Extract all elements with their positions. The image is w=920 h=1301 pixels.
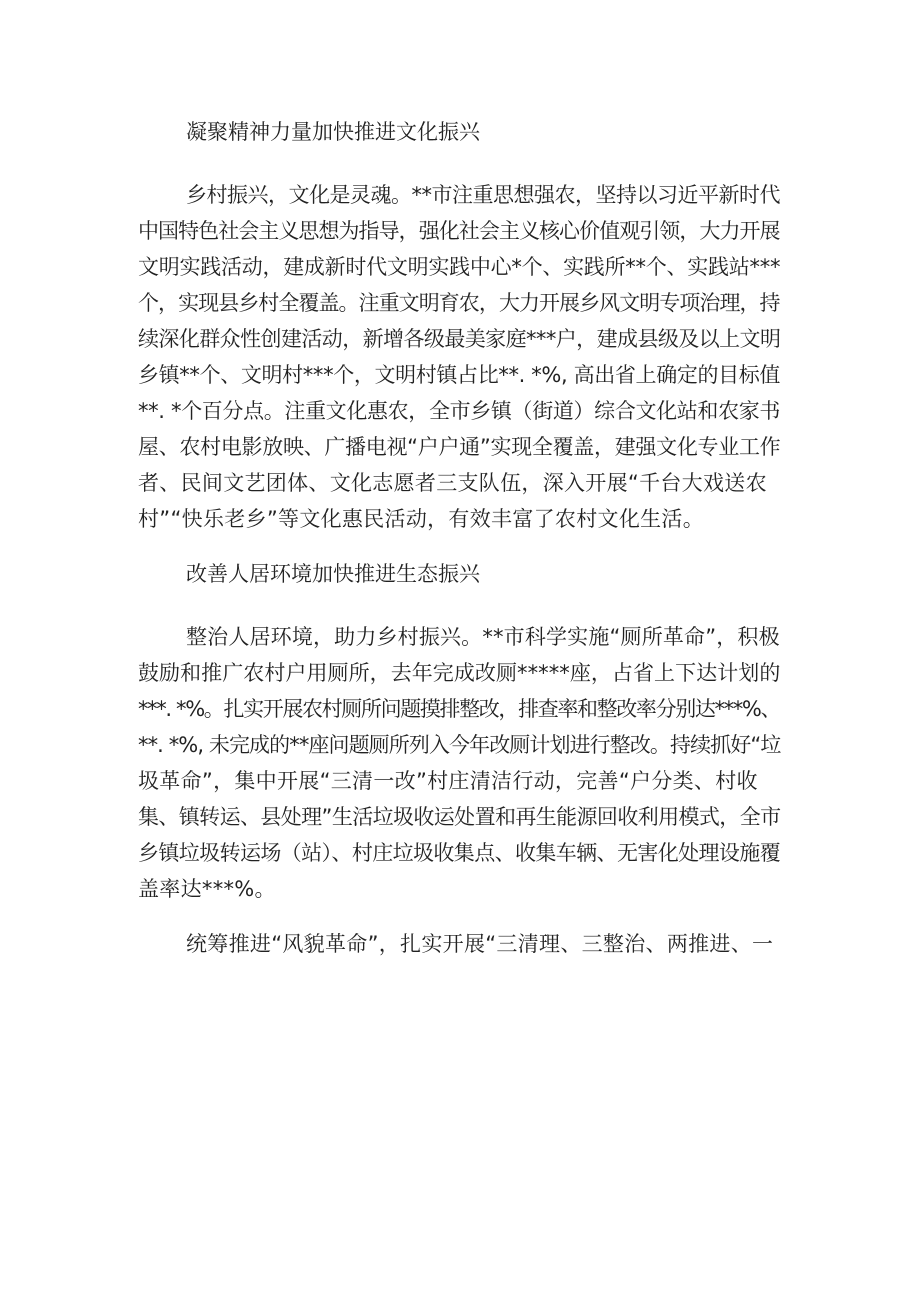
text-line: **. *个百分点。注重文化惠农，全市乡镇（街道）综合文化站和农家书 bbox=[138, 399, 781, 423]
text-line: 鼓励和推广农村户用厕所，去年完成改厕*****座，占省上下达计划的 bbox=[138, 661, 781, 685]
text-line: 村”“快乐老乡”等文化惠民活动，有效丰富了农村文化生活。 bbox=[138, 507, 705, 531]
text-line: ***. *%。扎实开展农村厕所问题摸排整改，排查率和整改率分别达***%、 bbox=[138, 697, 781, 721]
text-line: 盖率达***%。 bbox=[138, 877, 276, 901]
text-line: 屋、农村电影放映、广播电视“户户通”实现全覆盖，建强文化专业工作 bbox=[138, 435, 781, 459]
text-line: 乡镇垃圾转运场（站）、村庄垃圾收集点、收集车辆、无害化处理设施覆 bbox=[138, 841, 781, 865]
text-line: 整治人居环境，助力乡村振兴。**市科学实施“厕所革命”，积极 bbox=[186, 625, 780, 649]
paragraph-environment bbox=[138, 619, 780, 907]
section-heading-culture: 凝聚精神力量加快推进文化振兴 bbox=[186, 120, 480, 144]
text-line: 中国特色社会主义思想为指导，强化社会主义核心价值观引领，大力开展 bbox=[138, 219, 780, 243]
paragraph-appearance bbox=[138, 926, 780, 962]
text-line: 集、镇转运、县处理”生活垃圾收运处置和再生能源回收利用模式，全市 bbox=[138, 805, 781, 829]
text-line: 统筹推进“风貌革命”，扎实开展“三清理、三整治、两推进、一 bbox=[186, 932, 774, 956]
text-line: 文明实践活动，建成新时代文明实践中心*个、实践所**个、实践站*** bbox=[138, 255, 781, 279]
text-line: 圾革命”，集中开展“三清一改”村庄清洁行动，完善“户分类、村收 bbox=[138, 769, 758, 793]
text-line: 乡镇**个、文明村***个，文明村镇占比**. *%, 高出省上确定的目标值 bbox=[138, 363, 781, 387]
text-line: 者、民间文艺团体、文化志愿者三支队伍，深入开展“千台大戏送农 bbox=[138, 471, 767, 495]
text-line: **. *%, 未完成的**座问题厕所列入今年改厕计划进行整改。持续抓好“垃 bbox=[138, 733, 781, 757]
text-line: 个，实现县乡村全覆盖。注重文明育农，大力开展乡风文明专项治理，持 bbox=[138, 291, 780, 315]
paragraph-culture bbox=[138, 177, 780, 537]
text-line: 续深化群众性创建活动，新增各级最美家庭***户，建成县级及以上文明 bbox=[138, 327, 781, 351]
section-heading-ecology: 改善人居环境加快推进生态振兴 bbox=[186, 562, 480, 586]
text-line: 乡村振兴，文化是灵魂。**市注重思想强农，坚持以习近平新时代 bbox=[186, 183, 780, 207]
